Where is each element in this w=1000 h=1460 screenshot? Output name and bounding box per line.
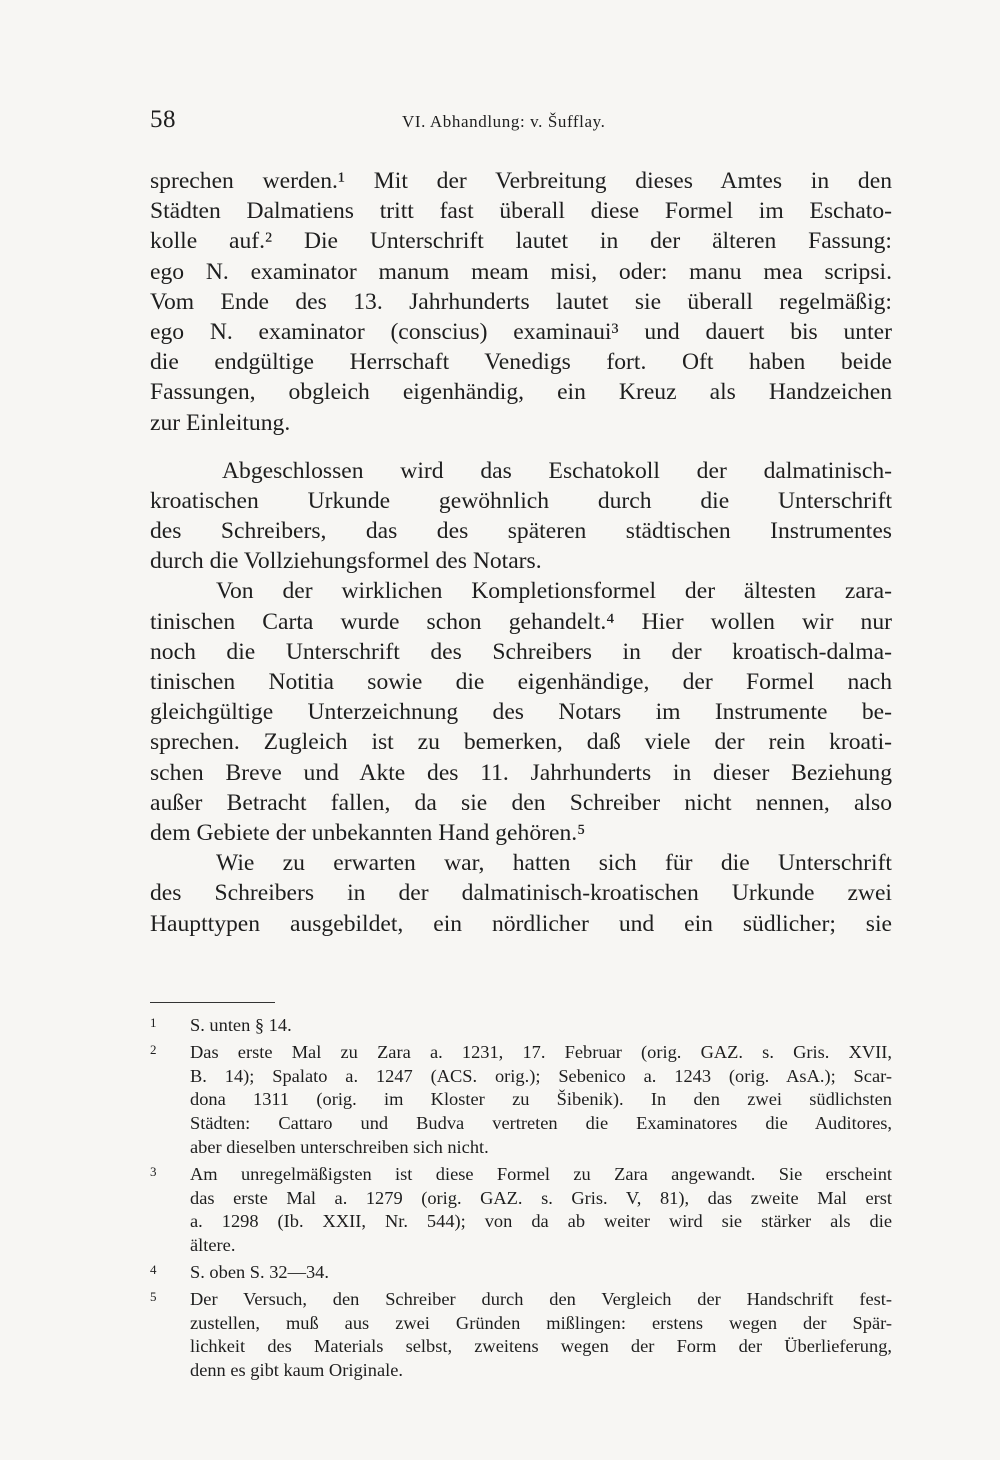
footnote-text: Am unregelmäßigsten ist diese Formel zu Zara angewandt. Sie erscheint: [190, 1163, 892, 1184]
footnote-line: B. 14); Spalato a. 1247 (ACS. orig.); Sebenico a. 1243 (orig. AsA.); Scar-: [190, 1065, 892, 1086]
footnotes: [150, 1014, 892, 1386]
footnote-text: Der Versuch, den Schreiber durch den Vergleich der Handschrift fest-: [190, 1288, 892, 1309]
text-line: Abgeschlossen wird das Eschatokoll der dalmatinisch-: [222, 457, 892, 484]
text-line: noch die Unterschrift des Schreibers in der kroatisch-dalma-: [150, 638, 892, 665]
footnote-line: aber dieselben unterschreiben sich nicht.: [190, 1136, 489, 1157]
footnote-number: 3: [150, 1163, 157, 1179]
text-line: schen Breve und Akte des 11. Jahrhunderts in dieser Beziehung: [150, 759, 892, 786]
footnote-line: dona 1311 (orig. im Kloster zu Šibenik). In den zwei südlichsten: [190, 1089, 892, 1110]
footnote-line: [150, 1288, 892, 1312]
text-line: die endgültige Herrschaft Venedigs fort. Oft haben beide: [150, 349, 892, 376]
text-line: sprechen. Zugleich ist zu bemerken, daß viele der rein kroati-: [150, 729, 892, 756]
text-line: zur Einleitung.: [150, 409, 291, 436]
text-line: ego N. examinator (conscius) examinaui³ und dauert bis unter: [150, 318, 892, 345]
text-line: ego N. examinator manum meam misi, oder: manu mea scripsi.: [150, 258, 892, 285]
text-line: Haupttypen ausgebildet, ein nördlicher und ein südlicher; sie: [150, 910, 892, 937]
footnote-line: denn es gibt kaum Originale.: [190, 1360, 403, 1381]
footnote-number: 1: [150, 1015, 157, 1030]
text-line: des Schreibers, das des späteren städtischen Instrumentes: [150, 518, 892, 545]
text-line: gleichgültige Unterzeichnung des Notars im Instrumente be-: [150, 699, 892, 726]
main-text: [150, 166, 892, 939]
footnote-line: ältere.: [190, 1235, 236, 1256]
running-title: VI. Abhandlung: v. Šufflay.: [402, 112, 606, 131]
text-line: Städten Dalmatiens tritt fast überall diese Formel im Eschato-: [150, 198, 892, 225]
running-header: [150, 106, 892, 140]
text-line: durch die Vollziehungsformel des Notars.: [150, 548, 542, 575]
footnote-line: a. 1298 (Ib. XXII, Nr. 544); von da ab weiter wird sie stärker als die: [190, 1211, 892, 1232]
text-line: Von der wirklichen Kompletionsformel der ältesten zara-: [216, 578, 892, 605]
footnote-2: [150, 1041, 892, 1160]
text-line: Wie zu erwarten war, hatten sich für die Unterschrift: [216, 850, 892, 877]
text-line: tinischen Carta wurde schon gehandelt.⁴ Hier wollen wir nur: [150, 608, 892, 635]
footnote-1: [150, 1014, 892, 1038]
text-line: dem Gebiete der unbekannten Hand gehören.⁵: [150, 819, 586, 846]
text-line: Fassungen, obgleich eigenhändig, ein Kreuz als Handzeichen: [150, 379, 892, 406]
footnote-line: zustellen, muß aus zwei Gründen mißlingen: erstens wegen der Spär-: [190, 1312, 892, 1333]
footnote-line: [150, 1041, 892, 1065]
footnote-number: 4: [150, 1261, 157, 1277]
footnote-line: [150, 1014, 892, 1038]
text-line: kolle auf.² Die Unterschrift lautet in der älteren Fassung:: [150, 228, 892, 255]
footnote-5: [150, 1288, 892, 1383]
page-number: 58: [150, 106, 176, 133]
footnote-divider: [150, 1002, 275, 1003]
text-line: tinischen Notitia sowie die eigenhändige, der Formel nach: [150, 669, 892, 695]
footnote-text: S. oben S. 32—34.: [190, 1261, 329, 1282]
footnote-line: das erste Mal a. 1279 (orig. GAZ. s. Gris. V, 81), das zweite Mal erst: [190, 1187, 892, 1208]
footnote-text: Das erste Mal zu Zara a. 1231, 17. Februar (orig. GAZ. s. Gris. XVII,: [190, 1041, 892, 1062]
text-line: sprechen werden.¹ Mit der Verbreitung dieses Amtes in den: [150, 168, 892, 194]
footnote-number: 5: [150, 1288, 157, 1304]
paragraph-gap: [150, 438, 892, 456]
footnote-4: [150, 1261, 892, 1285]
text-line: außer Betracht fallen, da sie den Schreiber nicht nennen, also: [150, 789, 892, 816]
footnote-line: [150, 1163, 892, 1187]
text-line: Vom Ende des 13. Jahrhunderts lautet sie überall regelmäßig:: [150, 288, 892, 315]
footnote-number: 2: [150, 1041, 157, 1057]
text-line: kroatischen Urkunde gewöhnlich durch die Unterschrift: [150, 487, 892, 514]
footnote-line: lichkeit des Materials selbst, zweitens wegen der Form der Überlieferung,: [190, 1336, 892, 1357]
footnote-line: [150, 1261, 892, 1285]
text-line: des Schreibers in der dalmatinisch-kroatischen Urkunde zwei: [150, 880, 892, 907]
footnote-line: Städten: Cattaro und Budva vertreten die Examinatores die Auditores,: [190, 1113, 892, 1134]
footnote-text: S. unten § 14.: [190, 1015, 292, 1035]
footnote-3: [150, 1163, 892, 1258]
